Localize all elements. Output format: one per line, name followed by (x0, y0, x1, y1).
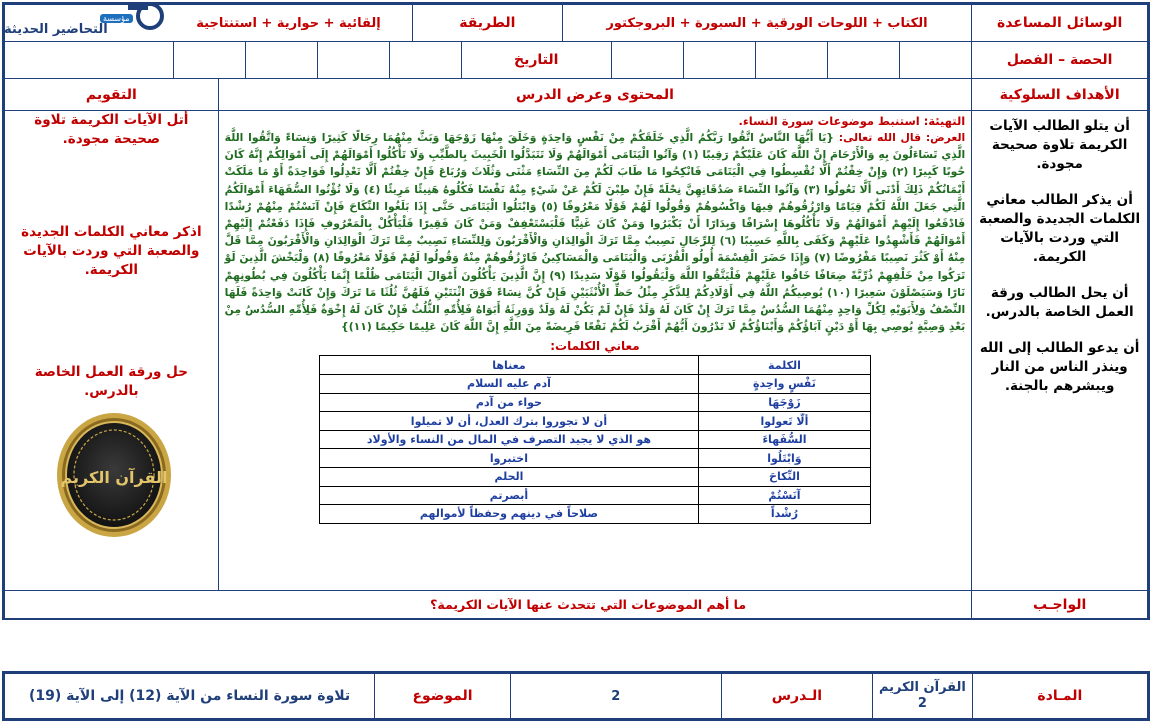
word-cell: ألّا تَعولوا (698, 412, 870, 431)
evaluation-list (5, 111, 218, 401)
publisher-logo (0, 0, 165, 40)
table-row (319, 486, 870, 505)
presentation-label: العرض: (925, 131, 966, 144)
logo-subtitle: مؤسسة (100, 14, 133, 23)
meaning-cell: صلاحاً في دينهم وحفظاً لأموالهم (319, 505, 698, 524)
evaluation-item: حل ورقة العمل الخاصة بالدرس. (34, 364, 188, 399)
homework-value: ما أهم الموضوعات التي تتحدث عنها الآيات الكريمة؟ (5, 591, 972, 619)
word-meanings-title: معاني الكلمات: (550, 339, 640, 354)
period-label: الحصة – الفصل (972, 42, 1148, 79)
evaluation-item: اذكر معاني الكلمات الجديدة والصعبة التي وردت بالآيات الكريمة. (21, 224, 202, 278)
subject-grade: 2 (917, 696, 927, 711)
meaning-cell: هو الذي لا يجيد التصرف في المال من النساء والأولاد (319, 430, 698, 449)
evaluation-header: التقويم (5, 79, 219, 111)
word-cell: نَفْسٍ واحِدةٍ (698, 375, 870, 394)
content-header: المحتوى وعرض الدرس (218, 79, 972, 111)
aids-value: الكتاب + اللوحات الورقية + السبورة + البروجكتور (562, 5, 971, 41)
table-row (319, 412, 870, 431)
word-cell: وَابْتَلُوا (698, 449, 870, 468)
quran-verses: {يَا أَيُّهَا النَّاسُ اتَّقُوا رَبَّكُمُ الَّذِي خَلَقَكُمْ مِنْ نَفْسٍ وَاحِدَةٍ وَخَلَقَ مِنْهَا زَوْجَهَا وَبَثَّ مِنْهُمَا رِجَالًا كَثِيرًا وَنِسَاءً وَاتَّقُوا اللَّهَ الَّذِي تَسَاءَلُونَ بِهِ وَالْأَرْحَامَ إِنَّ اللَّهَ كَانَ عَلَيْكُمْ رَقِيبًا (١) وَآتُوا الْيَتَامَى أَمْوَالَهُمْ وَلَا تَتَبَدَّلُوا الْخَبِيثَ بِالطَّيِّبِ وَلَا تَأْكُلُوا أَمْوَالَهُمْ إِلَى أَمْوَالِكُمْ إِنَّهُ كَانَ حُوبًا كَبِيرًا (٢) وَإِنْ خِفْتُمْ أَلَّا تُقْسِطُوا فِي الْيَتَامَى فَانْكِحُوا مَا طَابَ لَكُمْ مِنَ النِّسَاءِ مَثْنَى وَثُلَاثَ وَرُبَاعَ فَإِنْ خِفْتُمْ أَلَّا تَعْدِلُوا فَوَاحِدَةً أَوْ مَا مَلَكَتْ أَيْمَانُكُمْ ذَلِكَ أَدْنَى أَلَّا تَعُولُوا (٣) وَآتُوا النِّسَاءَ صَدُقَاتِهِنَّ نِحْلَةً فَإِنْ طِبْنَ لَكُمْ عَنْ شَيْءٍ مِنْهُ نَفْسًا فَكُلُوهُ هَنِيئًا مَرِيئًا (٤) وَلَا تُؤْتُوا السُّفَهَاءَ أَمْوَالَكُمُ الَّتِي جَعَلَ اللَّهُ لَكُمْ قِيَامًا وَارْزُقُوهُمْ فِيهَا وَاكْسُوهُمْ وَقُولُوا لَهُمْ قَوْلًا مَعْرُوفًا (٥) وَابْتَلُوا الْيَتَامَى حَتَّى إِذَا بَلَغُوا النِّكَاحَ فَإِنْ آنَسْتُمْ مِنْهُمْ رُشْدًا فَادْفَعُوا إِلَيْهِمْ أَمْوَالَهُمْ وَلَا تَأْكُلُوهَا إِسْرَافًا وَبِدَارًا أَنْ يَكْبَرُوا وَمَنْ كَانَ غَنِيًّا فَلْيَسْتَعْفِفْ وَمَنْ كَانَ فَقِيرًا فَلْيَأْكُلْ بِالْمَعْرُوفِ فَإِذَا دَفَعْتُمْ إِلَيْهِمْ أَمْوَالَهُمْ فَأَشْهِدُوا عَلَيْهِمْ وَكَفَى بِاللَّهِ حَسِيبًا (٦) لِلرِّجَالِ نَصِيبٌ مِمَّا تَرَكَ الْوَالِدَانِ وَالْأَقْرَبُونَ وَلِلنِّسَاءِ نَصِيبٌ مِمَّا تَرَكَ الْوَالِدَانِ وَالْأَقْرَبُونَ مِمَّا قَلَّ مِنْهُ أَوْ كَثُرَ نَصِيبًا مَفْرُوضًا (٧) وَإِذَا حَضَرَ الْقِسْمَةَ أُولُو الْقُرْبَى وَالْيَتَامَى وَالْمَسَاكِينُ فَارْزُقُوهُمْ مِنْهُ وَقُولُوا لَهُمْ قَوْلًا مَعْرُوفًا (٨) وَلْيَخْشَ الَّذِينَ لَوْ تَرَكُوا مِنْ خَلْفِهِمْ ذُرِّيَّةً ضِعَافًا خَافُوا عَلَيْهِمْ فَلْيَتَّقُوا اللَّهَ وَلْيَقُولُوا قَوْلًا سَدِيدًا (٩) إِنَّ الَّذِينَ يَأْكُلُونَ أَمْوَالَ الْيَتَامَى ظُلْمًا إِنَّمَا يَأْكُلُونَ فِي بُطُونِهِمْ نَارًا وَسَيَصْلَوْنَ سَعِيرًا (١٠) يُوصِيكُمُ اللَّهُ فِي أَوْلَادِكُمْ لِلذَّكَرِ مِثْلُ حَظِّ الْأُنْثَيَيْنِ فَإِنْ كُنَّ نِسَاءً فَوْقَ اثْنَتَيْنِ فَلَهُنَّ ثُلُثَا مَا تَرَكَ وَإِنْ كَانَتْ وَاحِدَةً فَلَهَا النِّصْفُ وَلِأَبَوَيْهِ لِكُلِّ وَاحِدٍ مِنْهُمَا السُّدُسُ مِمَّا تَرَكَ إِنْ كَانَ لَهُ وَلَدٌ فَإِنْ لَمْ يَكُنْ لَهُ وَلَدٌ وَوَرِثَهُ أَبَوَاهُ فَلِأُمِّهِ الثُّلُثُ فَإِنْ كَانَ لَهُ إِخْوَةٌ فَلِأُمِّهِ السُّدُسُ مِنْ بَعْدِ وَصِيَّةٍ يُوصِي بِهَا أَوْ دَيْنٍ آبَاؤُكُمْ وَأَبْنَاؤُكُمْ لَا تَدْرُونَ أَيُّهُمْ أَقْرَبُ لَكُمْ نَفْعًا فَرِيضَةً مِنَ اللَّهِ إِنَّ اللَّهَ كَانَ عَلِيمًا حَكِيمًا (١١)} (224, 131, 966, 334)
lesson-info-table (2, 671, 1150, 721)
objective-item: أن يدعو الطالب إلى الله وينذر الناس من النار ويبشرهم بالجنة. (979, 340, 1140, 394)
intro-text: استنبط موضوعات سورة النساء. (738, 114, 920, 128)
period-cell[interactable] (827, 42, 899, 78)
method-label: الطريقة (412, 5, 562, 41)
word-cell: آنَسْتُمْ (698, 486, 870, 505)
meaning-cell: أن لا تجوروا بترك العدل، أن لا تميلوا (319, 412, 698, 431)
objectives-cell (972, 111, 1148, 591)
period-cell[interactable] (611, 42, 683, 78)
method-value: إلقائية + حوارية + استنتاجية (196, 15, 381, 31)
emblem-text: القرآن الكريم (60, 468, 168, 487)
table-row (319, 505, 870, 524)
table-row (319, 430, 870, 449)
lesson-label: الـدرس (721, 674, 872, 719)
lesson-value: 2 (510, 674, 721, 719)
content-cell (218, 111, 972, 591)
topic-label: الموضوع (375, 674, 511, 719)
date-cell[interactable] (389, 42, 461, 78)
meaning-cell: أبصرتم (319, 486, 698, 505)
objective-item: أن يحل الطالب ورقة العمل الخاصة بالدرس. (985, 285, 1134, 320)
table-header-row (319, 356, 870, 375)
period-cell[interactable] (683, 42, 755, 78)
meaning-cell: الحلم (319, 468, 698, 487)
period-date-cells (5, 42, 971, 78)
objectives-header: الأهداف السلوكية (972, 79, 1148, 111)
logo-name: التحاضير الحديثة (4, 22, 108, 37)
quran-emblem (55, 411, 173, 539)
homework-label: الواجـب (972, 591, 1148, 619)
evaluation-cell (5, 111, 219, 591)
word-cell: السُّفَهاءَ (698, 430, 870, 449)
subject-name: القرآن الكريم (878, 680, 966, 695)
verses-block (225, 129, 966, 335)
word-header: الكلمة (698, 356, 870, 375)
intro-line (225, 114, 966, 129)
table-row (319, 393, 870, 412)
lesson-plan-table (2, 2, 1150, 620)
word-cell: زَوْجَهَا (698, 393, 870, 412)
meaning-header: معناها (319, 356, 698, 375)
word-cell: رُشْداً (698, 505, 870, 524)
word-meanings-table (319, 355, 871, 523)
date-label: التاريخ (461, 42, 611, 78)
table-row (319, 468, 870, 487)
subject-label: المـادة (972, 674, 1147, 719)
date-cell[interactable] (173, 42, 245, 78)
subject-value (873, 674, 973, 719)
objective-item: أن يذكر الطالب معاني الكلمات الجديدة والصعبة التي وردت بالآيات الكريمة. (979, 192, 1141, 265)
intro-label: التهيئة: (923, 114, 966, 128)
period-cell[interactable] (755, 42, 827, 78)
presentation-lead: قال الله تعالى: (838, 131, 922, 144)
meaning-cell: آدم عليه السلام (319, 375, 698, 394)
date-cell[interactable] (245, 42, 317, 78)
table-row (319, 449, 870, 468)
period-cell[interactable] (899, 42, 971, 78)
word-cell: النِّكاحَ (698, 468, 870, 487)
date-cell[interactable] (5, 42, 173, 78)
objective-item: أن يتلو الطالب الآيات الكريمة تلاوة صحيحة مجودة. (989, 118, 1130, 172)
meaning-cell: حواء من آدم (319, 393, 698, 412)
aids-label: الوسائل المساعدة (972, 5, 1148, 42)
meaning-cell: اختبروا (319, 449, 698, 468)
table-row (319, 375, 870, 394)
topic-value: تلاوة سورة النساء من الآية (12) إلى الآية (19) (5, 674, 375, 719)
date-cell[interactable] (317, 42, 389, 78)
objectives-list (972, 117, 1147, 396)
evaluation-item: أتل الآيات الكريمة تلاوة صحيحة مجودة. (34, 112, 189, 147)
